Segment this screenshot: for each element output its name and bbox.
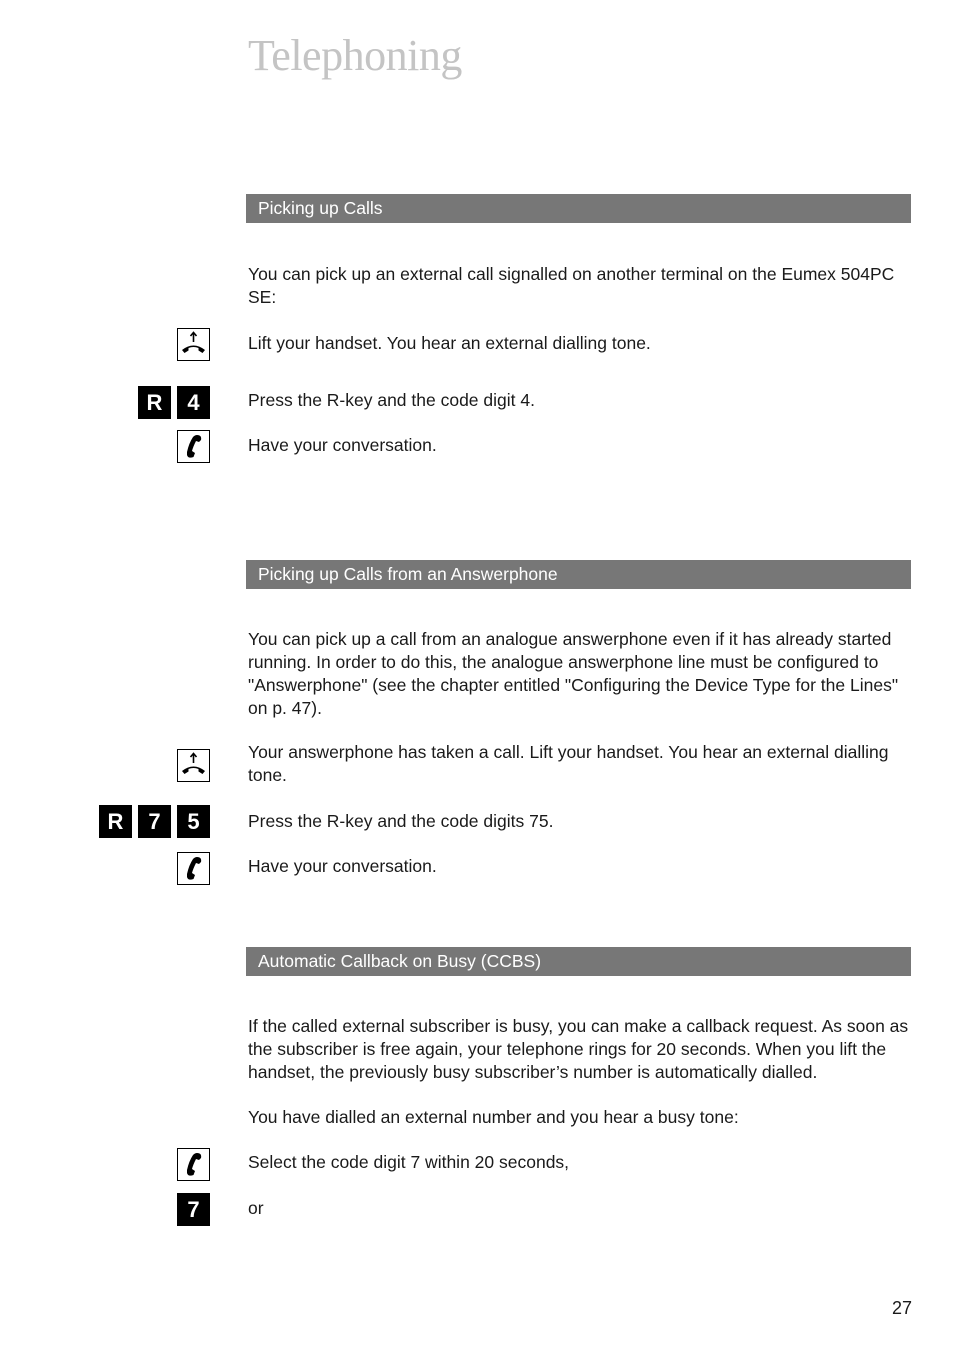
step-text: Have your conversation. (248, 856, 437, 876)
section-heading-ccbs: Automatic Callback on Busy (CCBS) (246, 947, 911, 976)
lift-handset-icon (177, 328, 210, 361)
section-heading-picking-up-calls: Picking up Calls (246, 194, 911, 223)
section-intro: You can pick up an external call signalled on another terminal on the Eumex 504PC SE: (248, 264, 895, 307)
conversation-icon (177, 852, 210, 885)
r-key: R (99, 805, 132, 838)
step-text: Lift your handset. You hear an external dialling tone. (248, 333, 651, 353)
step-text: Press the R-key and the code digits 75. (248, 811, 554, 831)
step-text: or (248, 1198, 264, 1218)
chapter-title: Telephoning (248, 31, 462, 80)
step-text: Press the R-key and the code digit 4. (248, 390, 535, 410)
digit-key-7: 7 (177, 1193, 210, 1226)
step-text: Select the code digit 7 within 20 seconds, (248, 1152, 570, 1172)
section-heading-answerphone: Picking up Calls from an Answerphone (246, 560, 911, 589)
section-intro-busy-tone: You have dialled an external number and you hear a busy tone: (248, 1107, 739, 1127)
r-key: R (138, 386, 171, 419)
digit-key-5: 5 (177, 805, 210, 838)
conversation-icon (177, 1148, 210, 1181)
section-intro: If the called external subscriber is busy, you can make a callback request. As soon as the subscriber is free again, your telephone rings for 20 seconds. When you lift the handset, the previously busy subscriber’s number is automatically dialled. (248, 1016, 909, 1082)
lift-handset-icon (177, 749, 210, 782)
page-number: 27 (891, 1298, 912, 1318)
step-text: Your answerphone has taken a call. Lift your handset. You hear an external dialling tone. (248, 742, 889, 785)
conversation-icon (177, 430, 210, 463)
digit-key-4: 4 (177, 386, 210, 419)
digit-key-7: 7 (138, 805, 171, 838)
step-text: Have your conversation. (248, 435, 437, 455)
section-intro: You can pick up a call from an analogue answerphone even if it has already started running. In order to do this, the analogue answerphone line must be configured to "Answerphone" (see the chapter entitled "Configuring the Device Type for the Lines" on p. 47). (248, 629, 899, 718)
